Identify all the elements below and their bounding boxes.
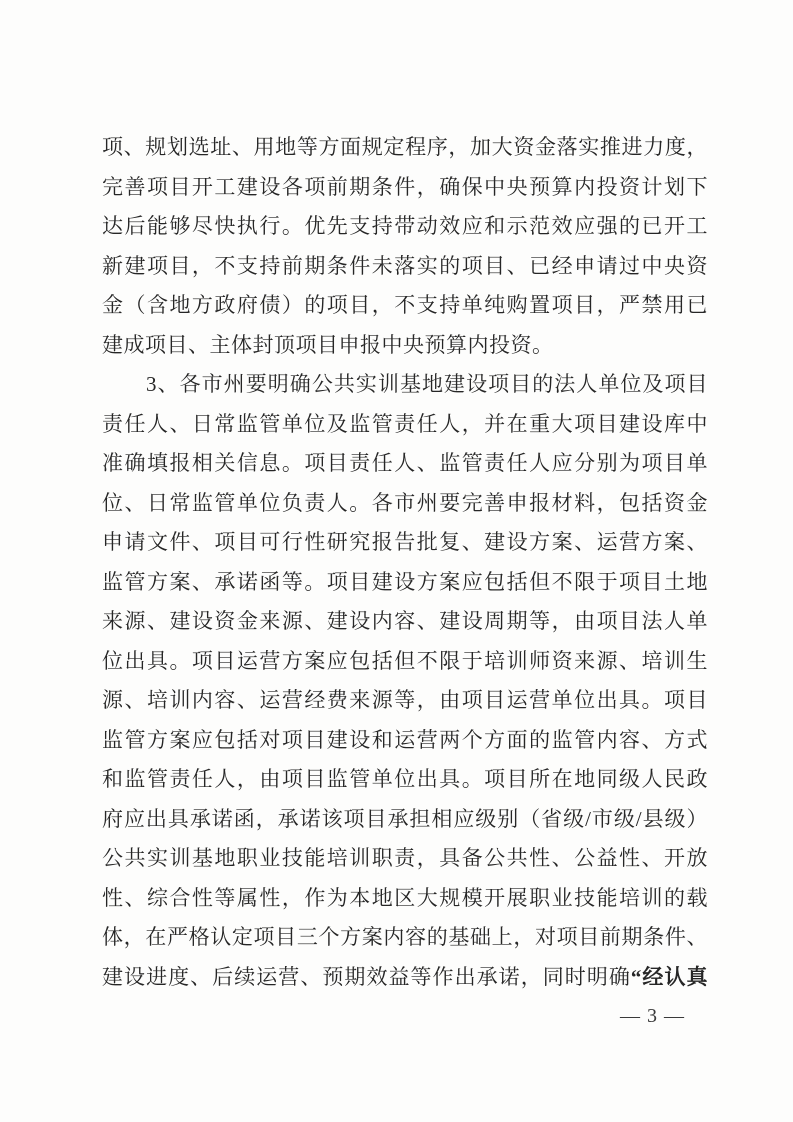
text-line — [102, 879, 708, 919]
text-line — [102, 247, 708, 287]
text-run: 体，在严格认定项目三个方案内容的基础上，对项目前期条件、 — [102, 925, 708, 949]
text-run: 建设进度、后续运营、预期效益等作出承诺，同时明确 — [102, 964, 631, 989]
text-run: 项、规划选址、用地等方面规定程序，加大资金落实推进力度， — [102, 135, 708, 159]
text-run: 责任人、日常监管单位及监管责任人，并在重大项目建设库中 — [102, 411, 708, 436]
text-run: 性、综合性等属性，作为本地区大规模开展职业技能培训的载 — [102, 885, 708, 910]
text-run: 建成项目、主体封顶项目申报中央预算内投资。 — [102, 332, 554, 357]
text-run: 新建项目，不支持前期条件未落实的项目、已经申请过中央资 — [102, 253, 708, 278]
text-line — [102, 523, 708, 563]
text-line — [102, 286, 708, 326]
text-run: 位、日常监管单位负责人。各市州要完善申报材料，包括资金 — [102, 490, 708, 515]
text-line — [102, 365, 708, 405]
text-line — [102, 800, 708, 840]
text-line — [102, 681, 708, 721]
page-number: — 3 — — [620, 1005, 685, 1027]
text-run: 准确填报相关信息。项目责任人、监管责任人应分别为项目单 — [102, 451, 708, 475]
document-body — [102, 128, 708, 997]
text-run: 源、培训内容、运营经费来源等，由项目运营单位出具。项目 — [102, 688, 708, 712]
text-line — [102, 128, 708, 168]
text-run: 监管方案、承诺函等。项目建设方案应包括但不限于项目土地 — [102, 569, 708, 594]
text-line — [102, 760, 708, 800]
text-line — [102, 958, 708, 998]
text-line — [102, 405, 708, 445]
text-run: 和监管责任人，由项目监管单位出具。项目所在地同级人民政 — [102, 767, 708, 791]
bold-text-run: “经认真 — [630, 964, 708, 989]
text-line — [102, 918, 708, 958]
text-run: 公共实训基地职业技能培训职责，具备公共性、公益性、开放 — [102, 846, 708, 870]
text-run: 达后能够尽快执行。优先支持带动效应和示范效应强的已开工 — [102, 214, 708, 238]
text-run: 3、各市州要明确公共实训基地建设项目的法人单位及项目 — [146, 372, 708, 396]
text-line — [102, 326, 708, 366]
text-line — [102, 642, 708, 682]
text-run: 金（含地方政府债）的项目，不支持单纯购置项目，严禁用已 — [102, 293, 708, 317]
text-run: 完善项目开工建设各项前期条件，确保中央预算内投资计划下 — [102, 174, 708, 199]
text-run: 申请文件、项目可行性研究报告批复、建设方案、运营方案、 — [102, 530, 708, 554]
text-line — [102, 207, 708, 247]
text-run: 监管方案应包括对项目建设和运营两个方面的监管内容、方式 — [102, 727, 708, 752]
text-line — [102, 602, 708, 642]
text-run: 来源、建设资金来源、建设内容、建设周期等，由项目法人单 — [102, 609, 708, 633]
text-run: 位出具。项目运营方案应包括但不限于培训师资来源、培训生 — [102, 648, 708, 673]
text-line — [102, 839, 708, 879]
text-line — [102, 721, 708, 761]
text-line — [102, 444, 708, 484]
text-line — [102, 484, 708, 524]
text-line — [102, 168, 708, 208]
text-run: 府应出具承诺函，承诺该项目承担相应级别（省级/市级/县级） — [102, 806, 708, 831]
text-line — [102, 563, 708, 603]
